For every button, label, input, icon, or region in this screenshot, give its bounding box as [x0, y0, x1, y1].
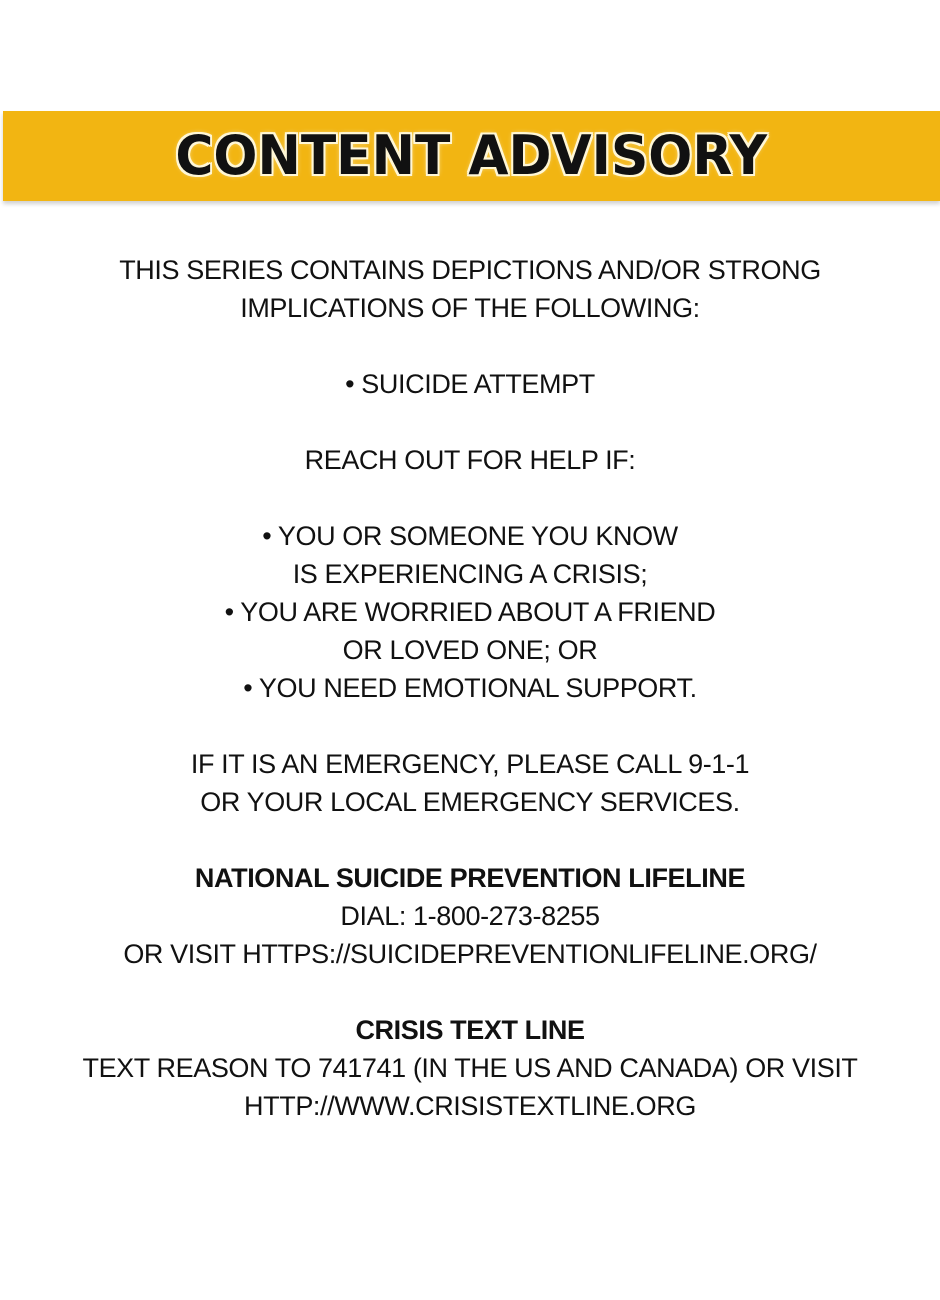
advisory-content	[0, 251, 940, 1125]
crisis-text-line-1: TEXT REASON TO 741741 (IN THE US AND CANADA) OR VISIT	[82, 1053, 858, 1083]
help-item-3-line-1: • YOU NEED EMOTIONAL SUPPORT.	[243, 673, 697, 703]
intro-line-2: IMPLICATIONS OF THE FOLLOWING:	[240, 293, 700, 323]
help-item-1-line-1: • YOU OR SOMEONE YOU KNOW	[262, 521, 678, 551]
banner-title: CONTENT ADVISORY	[175, 124, 768, 187]
emergency-notice	[0, 745, 940, 821]
lifeline-link[interactable]: OR VISIT HTTPS://SUICIDEPREVENTIONLIFELINE.ORG/	[123, 939, 817, 969]
help-heading-text: REACH OUT FOR HELP IF:	[304, 445, 636, 475]
intro-line-1: THIS SERIES CONTAINS DEPICTIONS AND/OR STRONG	[119, 255, 821, 285]
help-list	[0, 517, 940, 707]
crisis-text-section	[0, 1011, 940, 1125]
topics-list	[0, 365, 940, 403]
advisory-banner	[3, 111, 940, 201]
crisis-text-title: CRISIS TEXT LINE	[355, 1015, 585, 1045]
topic-item: • SUICIDE ATTEMPT	[345, 369, 595, 399]
help-heading	[0, 441, 940, 479]
help-item-1-line-2: IS EXPERIENCING A CRISIS;	[292, 559, 648, 589]
lifeline-title: NATIONAL SUICIDE PREVENTION LIFELINE	[194, 863, 746, 893]
crisis-text-link[interactable]: HTTP://WWW.CRISISTEXTLINE.ORG	[244, 1091, 696, 1121]
help-item-2-line-1: • YOU ARE WORRIED ABOUT A FRIEND	[224, 597, 716, 627]
emergency-line-2: OR YOUR LOCAL EMERGENCY SERVICES.	[200, 787, 740, 817]
emergency-line-1: IF IT IS AN EMERGENCY, PLEASE CALL 9-1-1	[190, 749, 750, 779]
lifeline-section	[0, 859, 940, 973]
lifeline-dial: DIAL: 1-800-273-8255	[340, 901, 600, 931]
help-item-2-line-2: OR LOVED ONE; OR	[342, 635, 598, 665]
intro-text	[0, 251, 940, 327]
